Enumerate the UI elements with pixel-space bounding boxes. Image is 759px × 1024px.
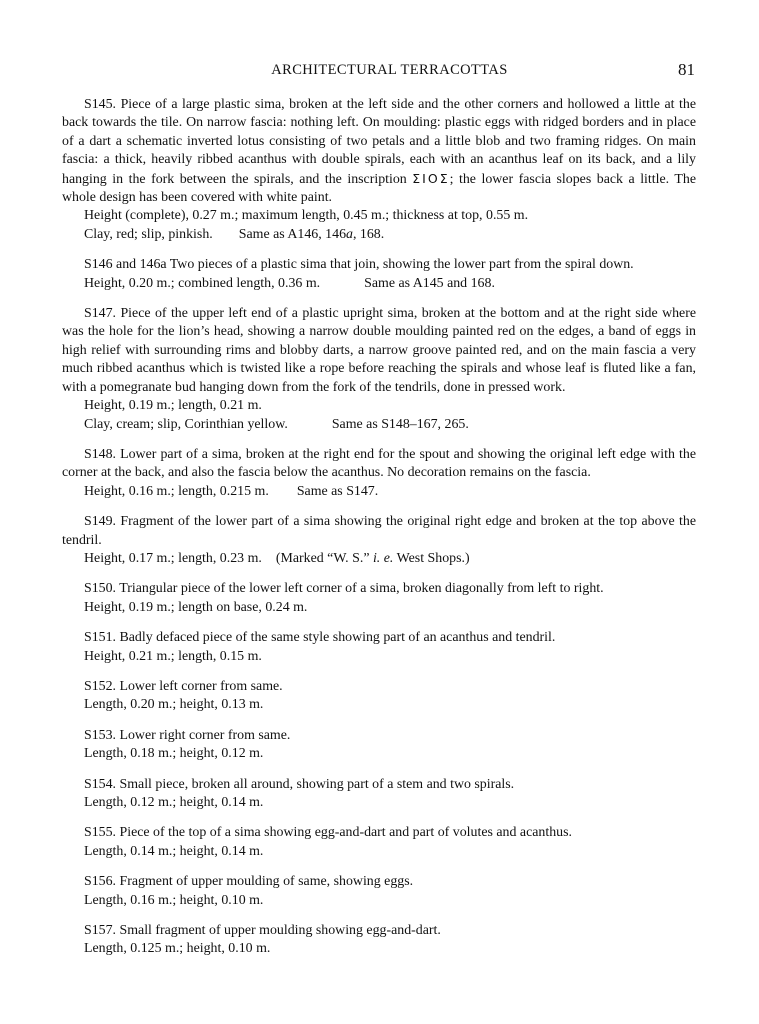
entry-description: S149. Fragment of the lower part of a sima showing the original right edge and broken at the top above the tendril. bbox=[62, 514, 696, 548]
entry-provenance: (Marked “W. S.” i. e. West Shops.) bbox=[275, 550, 470, 566]
entry-s154 bbox=[62, 776, 696, 813]
entry-clay: Clay, cream; slip, Corinthian yellow. Same as S148–167, 265. bbox=[84, 416, 469, 432]
entry-description: S147. Piece of the upper left end of a plastic upright sima, broken at the bottom and at the right side where was the hole for the lion’s head, showing a narrow double moulding painted red on the edges, a band of eggs in high relief with surrounding rims and blobby darts, a narrow groove painted red, and on the main fascia a very much ribbed acanthus which is twisted like a rope before reaching the spirals and whose leaf is fluted like a fan, with a pomegranate bud hanging down from the fork of the tendrils, done in pressed work. bbox=[62, 306, 696, 395]
entry-description: S150. Triangular piece of the lower left corner of a sima, broken diagonally from left to right. bbox=[84, 581, 604, 597]
entry-dimensions: Height, 0.21 m.; length, 0.15 m. bbox=[84, 648, 262, 664]
entry-description: S151. Badly defaced piece of the same style showing part of an acanthus and tendril. bbox=[84, 630, 556, 646]
entry-description: S154. Small piece, broken all around, showing part of a stem and two spirals. bbox=[84, 776, 515, 792]
entry-s147 bbox=[62, 305, 696, 434]
entry-description: S146 and 146a Two pieces of a plastic sima that join, showing the lower part from the spiral down. bbox=[84, 257, 634, 273]
page-number: 81 bbox=[678, 60, 695, 79]
entry-dimensions: Height, 0.20 m.; combined length, 0.36 m. Same as A145 and 168. bbox=[84, 275, 495, 291]
entry-dimensions: Height, 0.17 m.; length, 0.23 m. (Marked “W. S.” i. e. West Shops.) bbox=[84, 550, 470, 566]
entry-comparison: Same as S148–167, 265. bbox=[331, 416, 469, 432]
entry-description: S156. Fragment of upper moulding of same, showing eggs. bbox=[84, 874, 414, 890]
entry-dimensions: Height, 0.16 m.; length, 0.215 m. Same as S147. bbox=[84, 483, 379, 499]
entry-dimensions: Length, 0.12 m.; height, 0.14 m. bbox=[84, 795, 264, 810]
entry-s151 bbox=[62, 629, 696, 666]
running-header bbox=[84, 62, 695, 84]
entry-s152 bbox=[62, 678, 696, 715]
entry-dimensions: Height, 0.19 m.; length, 0.21 m. bbox=[84, 398, 262, 414]
catalogue-entries bbox=[62, 96, 696, 971]
entry-dimensions: Length, 0.14 m.; height, 0.14 m. bbox=[84, 843, 264, 859]
entry-comparison: Same as S147. bbox=[296, 483, 379, 499]
entry-description: S152. Lower left corner from same. bbox=[84, 678, 283, 694]
entry-s150 bbox=[62, 580, 696, 617]
entry-dimensions: Length, 0.18 m.; height, 0.12 m. bbox=[84, 746, 264, 762]
inscription: ΣΙΟΣ bbox=[412, 170, 450, 186]
entry-s145 bbox=[62, 96, 696, 244]
entry-dimensions: Height, 0.19 m.; length on base, 0.24 m. bbox=[84, 599, 308, 615]
entry-dimensions: Length, 0.16 m.; height, 0.10 m. bbox=[84, 892, 264, 908]
entry-comparison: Same as A146, 146a, 168. bbox=[238, 226, 385, 242]
running-title: ARCHITECTURAL TERRACOTTAS bbox=[271, 62, 508, 78]
entry-description: S157. Small fragment of upper moulding showing egg-and-dart. bbox=[84, 923, 441, 939]
entry-comparison: Same as A145 and 168. bbox=[364, 275, 495, 291]
entry-s153 bbox=[62, 727, 696, 764]
entry-s157 bbox=[62, 922, 696, 959]
entry-s148 bbox=[62, 446, 696, 501]
entry-dimensions: Length, 0.125 m.; height, 0.10 m. bbox=[84, 941, 271, 957]
entry-s155 bbox=[62, 824, 696, 861]
entry-dimensions: Height (complete), 0.27 m.; maximum length, 0.45 m.; thickness at top, 0.55 m. bbox=[84, 208, 529, 224]
entry-description: S153. Lower right corner from same. bbox=[84, 727, 291, 743]
entry-s146 bbox=[62, 256, 696, 293]
entry-description: S145. Piece of a large plastic sima, broken at the left side and the other corners and hollowed a little at the back towards the tile. On narrow fascia: nothing left. On moulding: plastic eggs with ridged borders and in place of a dart a schematic inverted lotus consisting of two petals and a little blob and two framing ridges. On main fascia: a thick, heavily ribbed acanthus with double spirals, each with an acanthus leaf on its back, and a lily hanging in the fork between the spirals, and the inscription ΣΙΟΣ; the lower fascia slopes back a little. The whole design has been covered with white paint. bbox=[62, 97, 696, 206]
entry-dimensions: Length, 0.20 m.; height, 0.13 m. bbox=[84, 697, 264, 713]
entry-description: S148. Lower part of a sima, broken at the right end for the spout and showing the original left edge with the corner at the back, and also the fascia below the acanthus. No decoration remains on the fascia. bbox=[62, 446, 696, 481]
entry-s156 bbox=[62, 873, 696, 910]
entry-clay: Clay, red; slip, pinkish. Same as A146, 146a, 168. bbox=[84, 226, 385, 242]
entry-description: S155. Piece of the top of a sima showing egg-and-dart and part of volutes and acanthus. bbox=[84, 825, 572, 841]
entry-s149 bbox=[62, 513, 696, 568]
